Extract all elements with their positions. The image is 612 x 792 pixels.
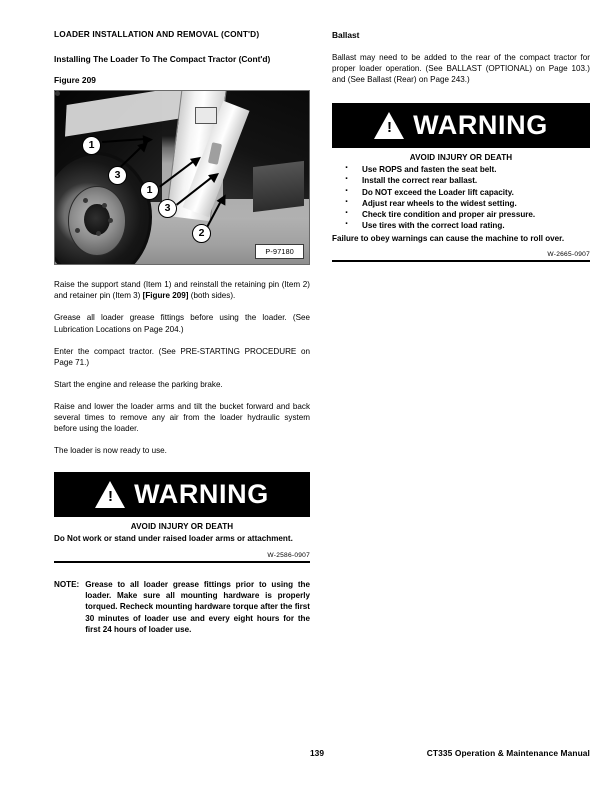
photo-decal-plate	[195, 107, 217, 125]
warning-box-ballast	[332, 103, 590, 261]
warning-title: WARNING	[134, 479, 269, 510]
warning-content	[332, 148, 590, 261]
warning-triangle-icon	[374, 112, 404, 139]
manual-title: CT335 Operation & Maintenance Manual	[426, 748, 590, 758]
warning-code: W-2665-0907	[547, 250, 590, 258]
warning-tail-text: Failure to obey warnings can cause the machine to roll over.	[332, 233, 565, 243]
run-text-bold: [Figure 209]	[142, 291, 189, 301]
warning-tail-text: Do Not work or stand under raised loader arms or attachment.	[54, 534, 293, 544]
warning-triangle-icon	[95, 481, 125, 508]
subsection-title: Installing The Loader To The Compact Tractor (Cont'd)	[54, 53, 271, 64]
callout-3-top: 3	[108, 166, 127, 185]
note-text: Grease to all loader grease fittings prior to using the loader. Make sure all mounting hardware is properly torqued. Recheck mounting hardware torque after the first 30 minutes of loader use and every eight hours for the first 24 hours of loader use.	[85, 579, 310, 635]
warning-title: WARNING	[413, 110, 548, 141]
paragraph-ballast: Ballast may need to be added to the rear of the compact tractor for proper loader operation. (See BALLAST (OPTIONAL) on Page 103.) and (See Ballast (Rear) on Page 243.)	[332, 53, 590, 85]
exclamation-glyph: !	[387, 119, 393, 137]
warning-bullet: · Use tires with the correct load rating.	[332, 220, 590, 231]
figure-label: Figure 209	[54, 75, 96, 86]
paragraph-grease-fittings: Grease all loader grease fittings before using the loader. (See Lubrication Locations on Page 204.)	[54, 313, 310, 334]
note-block	[54, 579, 310, 636]
paragraph-start-engine: Start the engine and release the parking brake.	[54, 379, 223, 389]
page-footer	[54, 748, 590, 760]
warning-bullet: · Check tire condition and proper air pressure.	[332, 209, 590, 220]
warning-bullet-list	[332, 164, 590, 231]
run-text: (both sides).	[188, 291, 236, 301]
left-column	[54, 30, 310, 636]
warning-bullet: · Install the correct rear ballast.	[332, 175, 590, 186]
warning-banner	[54, 472, 310, 517]
paragraph-raise-lower-arms: Raise and lower the loader arms and tilt the bucket forward and back several times to remove any air from the loader hydraulic system before using the loader.	[54, 401, 310, 434]
warning-banner	[332, 103, 590, 148]
photo-lug-nut	[83, 198, 88, 203]
figure-photo	[54, 90, 310, 265]
note-label: NOTE:	[54, 579, 80, 589]
photo-frame-right	[253, 161, 304, 212]
callout-2-bottom: 2	[192, 224, 211, 243]
ballast-heading: Ballast	[332, 30, 360, 40]
warning-bullet: · Adjust rear wheels to the widest setting.	[332, 198, 590, 209]
callout-1-top: 1	[82, 136, 101, 155]
page-number: 139	[310, 748, 324, 758]
warning-bottom-rule	[332, 260, 590, 262]
right-column	[332, 30, 590, 274]
callout-3-middle: 3	[158, 199, 177, 218]
paragraph-enter-tractor: Enter the compact tractor. (See PRE-STARTING PROCEDURE on Page 71.)	[54, 346, 310, 367]
callout-1-middle: 1	[140, 181, 159, 200]
warning-bullet: · Do NOT exceed the Loader lift capacity.	[332, 187, 590, 198]
photo-lug-nut	[102, 203, 107, 208]
warning-bottom-rule	[54, 561, 310, 563]
paragraph-raise-support-stand	[54, 279, 310, 301]
warning-code: W-2586-0907	[267, 551, 310, 559]
photo-id-label: P-97180	[255, 244, 304, 259]
warning-subtitle: AVOID INJURY OR DEATH	[409, 153, 513, 163]
warning-bullet: · Use ROPS and fasten the seat belt.	[332, 164, 590, 175]
page-title: LOADER INSTALLATION AND REMOVAL (CONT'D)	[54, 29, 260, 39]
warning-content	[54, 517, 310, 562]
warning-box-loader-arms	[54, 472, 310, 562]
photo-lug-nut	[108, 218, 113, 223]
paragraph-ready-to-use: The loader is now ready to use.	[54, 446, 167, 456]
warning-subtitle: AVOID INJURY OR DEATH	[130, 522, 234, 532]
photo-wheel-hub	[84, 204, 109, 235]
exclamation-glyph: !	[108, 488, 114, 506]
run-text: Raise the support stand (Item 1) and reinstall the retaining pin (Item 2) and retainer pin (Item 3)	[54, 280, 310, 301]
